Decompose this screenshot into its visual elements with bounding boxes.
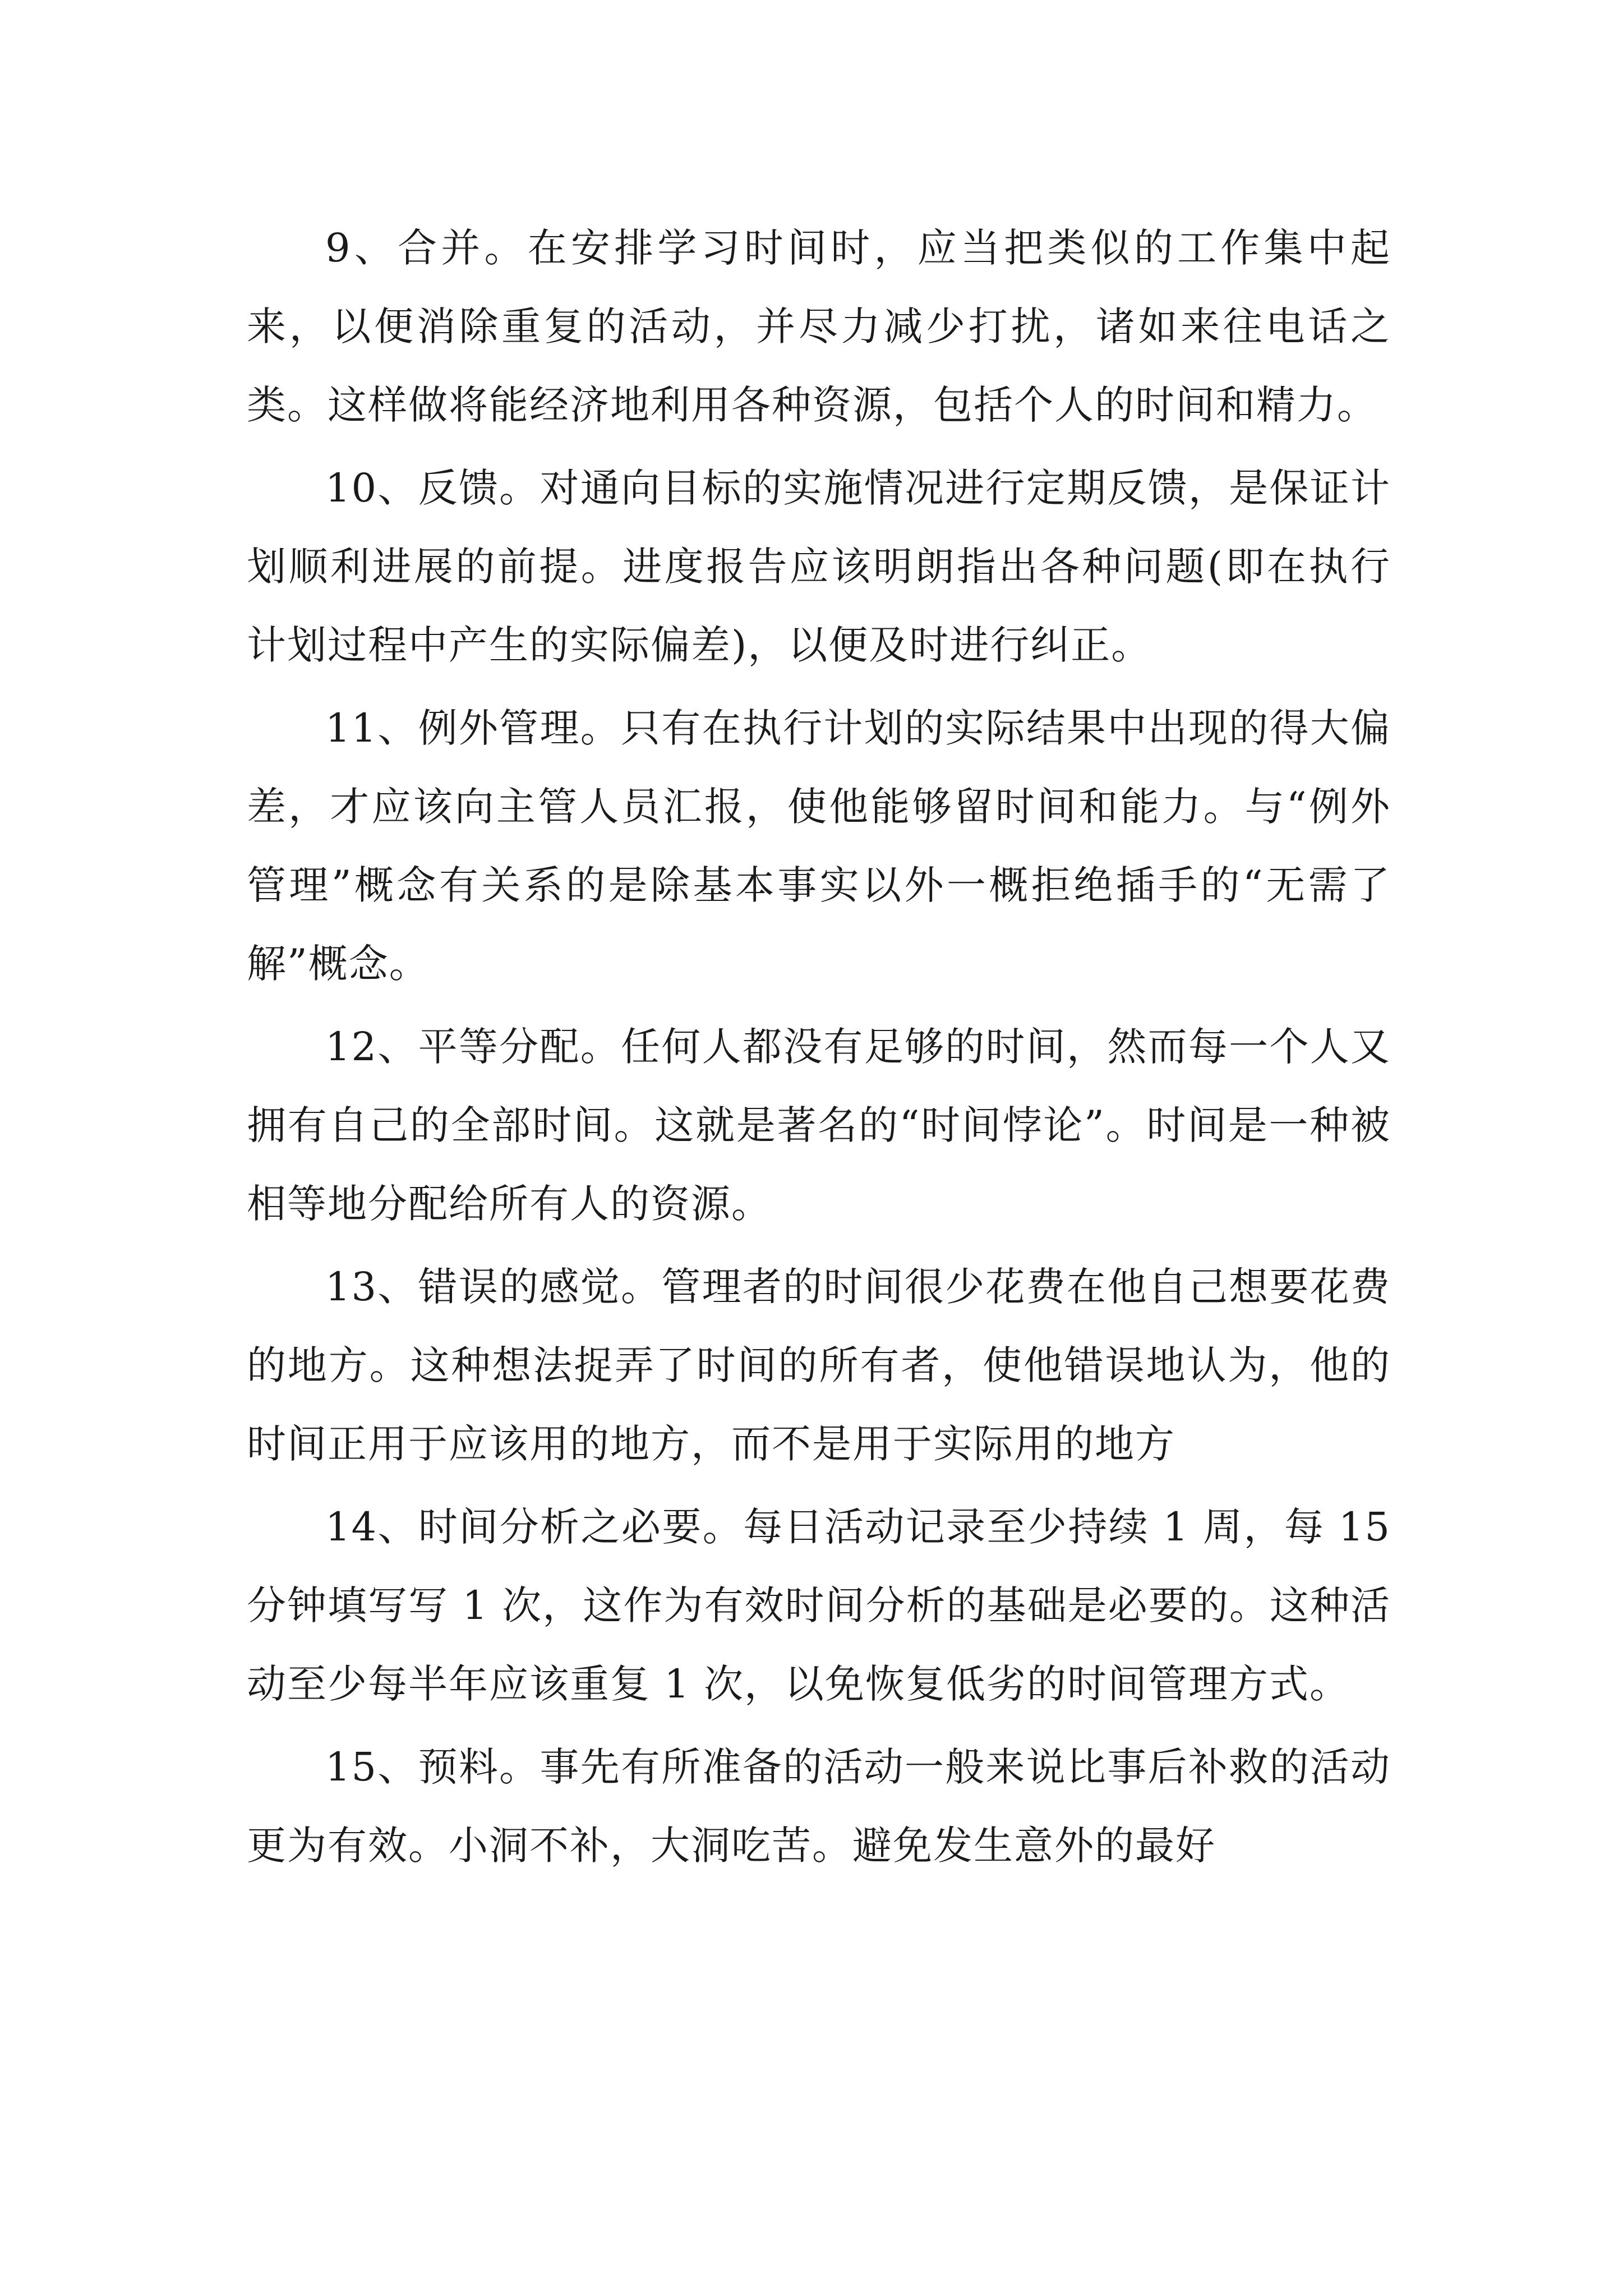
paragraph-item-14: 14、时间分析之必要。每日活动记录至少持续 1 周，每 15 分钟填写写 1 次，这作为有效时间分析的基础是必要的。这种活动至少每半年应该重复 1 次，以免恢复低劣的时间管理方式。: [247, 1504, 1391, 1707]
paragraph-item-11: 11、例外管理。只有在执行计划的实际结果中出现的得大偏差，才应该向主管人员汇报，使他能够留时间和能力。与“例外管理”概念有关系的是除基本事实以外一概拒绝插手的“无需了解”概念。: [247, 705, 1391, 987]
paragraph-item-9: 9、合并。在安排学习时间时，应当把类似的工作集中起来，以便消除重复的活动，并尽力减少打扰，诸如来往电话之类。这样做将能经济地利用各种资源，包括个人的时间和精力。: [247, 225, 1391, 428]
paragraph-item-15: 15、预料。事先有所准备的活动一般来说比事后补救的活动更为有效。小洞不补，大洞吃苦。避免发生意外的最好: [247, 1744, 1391, 1869]
paragraph-item-13: 13、错误的感觉。管理者的时间很少花费在他自己想要花费的地方。这种想法捉弄了时间的所有者，使他错误地认为，他的时间正用于应该用的地方，而不是用于实际用的地方: [247, 1264, 1391, 1467]
paragraph-item-10: 10、反馈。对通向目标的实施情况进行定期反馈，是保证计划顺利进展的前提。进度报告应该明朗指出各种问题(即在执行计划过程中产生的实际偏差)，以便及时进行纠正。: [247, 465, 1391, 668]
paragraph-item-12: 12、平等分配。任何人都没有足够的时间，然而每一个人又拥有自己的全部时间。这就是著名的“时间悖论”。时间是一种被相等地分配给所有人的资源。: [247, 1024, 1391, 1227]
document-body: [247, 209, 1391, 1889]
